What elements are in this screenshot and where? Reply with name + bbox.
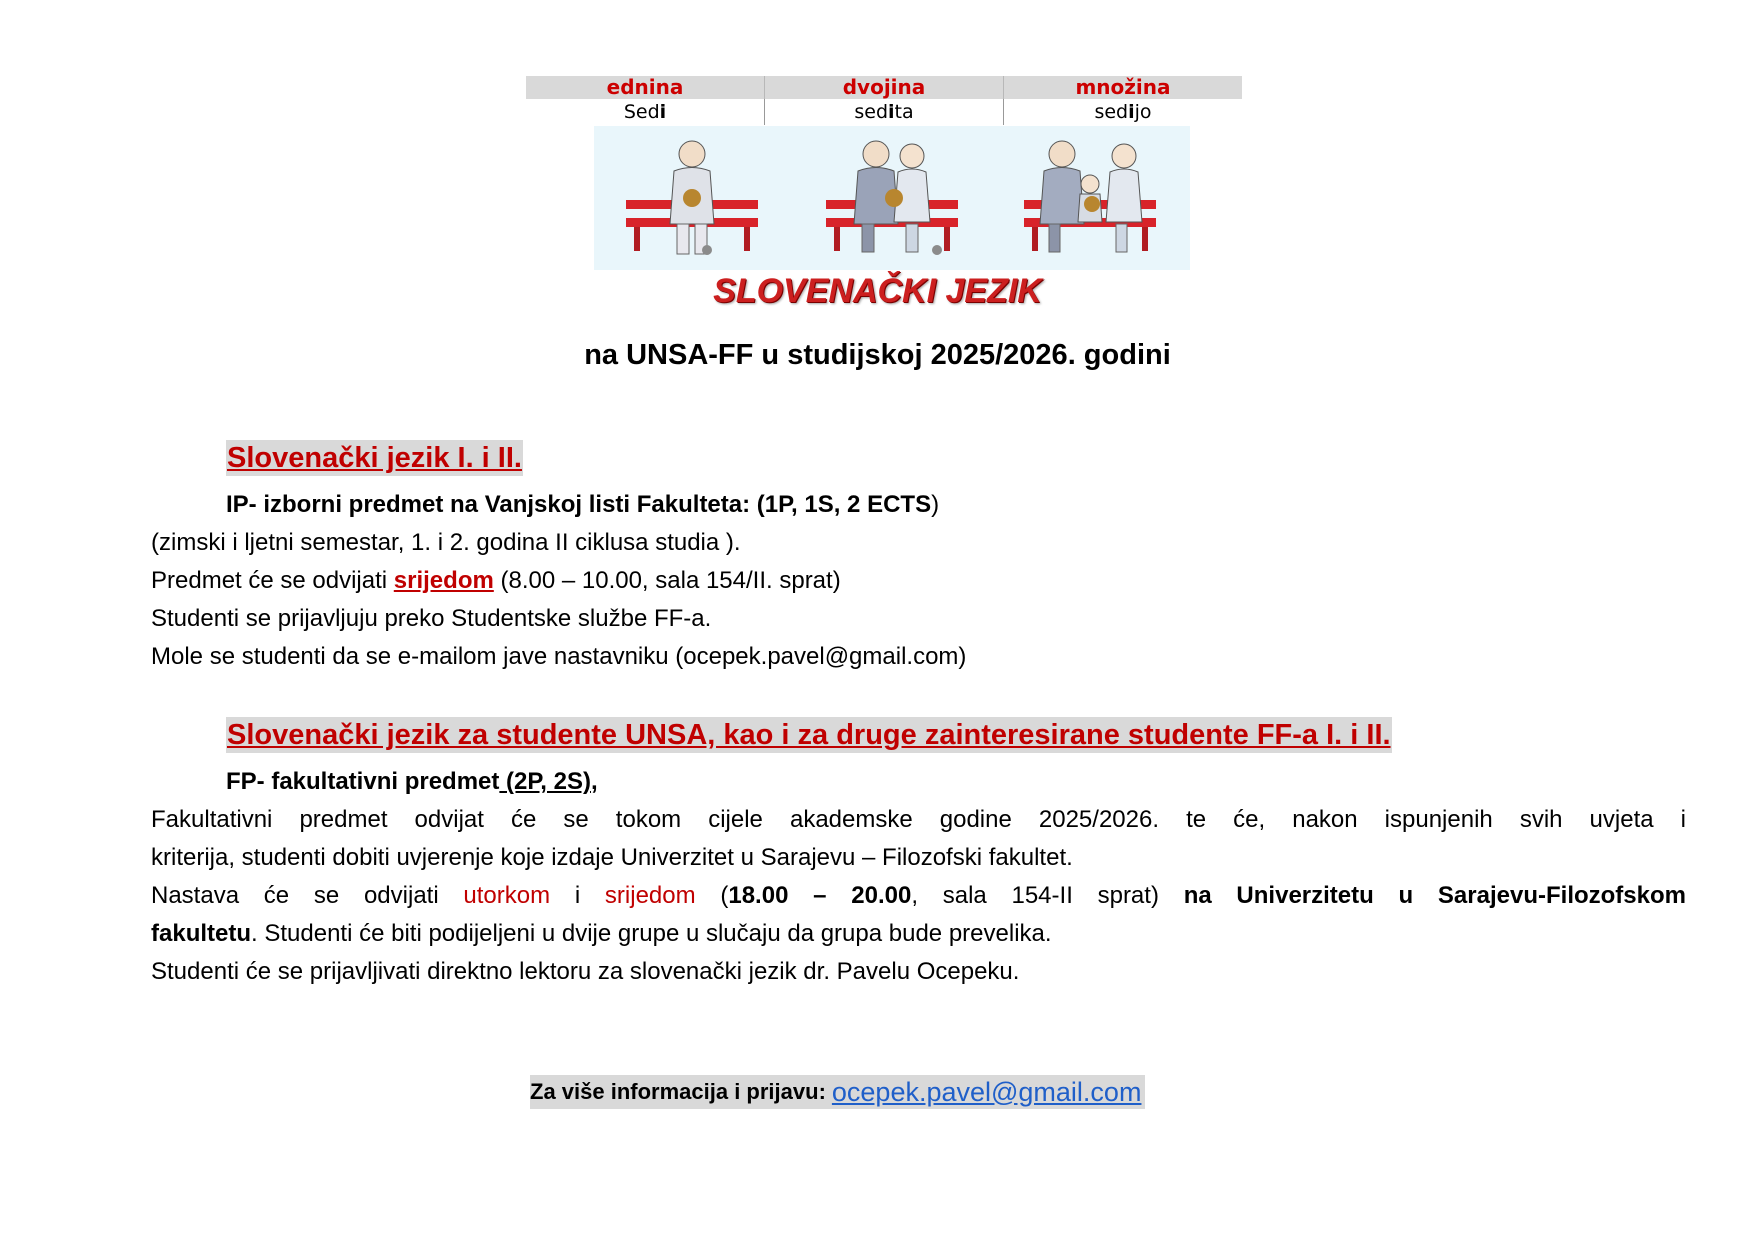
section1-semester: (zimski i ljetni semestar, 1. i 2. godina II ciklusa studia ).	[151, 529, 741, 556]
illustration-plural	[1024, 141, 1156, 252]
grammar-table	[526, 76, 1242, 125]
header-dual: dvojina	[765, 76, 1004, 99]
footer-label: Za više informacija i prijavu	[530, 1079, 819, 1104]
section1-day: srijedom	[393, 567, 494, 594]
illustration-singular	[626, 141, 758, 255]
header-singular: ednina	[526, 76, 765, 99]
section1-contact: Mole se studenti da se e-mailom jave nastavniku (ocepek.pavel@gmail.com)	[151, 643, 967, 670]
form-dual: sedita	[765, 99, 1004, 125]
grammar-table-header	[526, 76, 1242, 99]
section2-day1: utorkom	[463, 882, 551, 909]
section2-day2: srijedom	[604, 882, 696, 909]
section1-schedule: Predmet će se odvijati srijedom (8.00 – 10.00, sala 154/II. sprat)	[151, 567, 841, 594]
page-subtitle: na UNSA-FF u studijskoj 2025/2026. godini	[584, 339, 1171, 371]
bench-illustration	[594, 126, 1190, 270]
section2-para1-line1: Fakultativni predmet odvijat će se tokom cijele akademske godine 2025/2026. te će, nakon ispunjenih svih uvjeta i	[151, 806, 1686, 833]
section2-para1-line2: kriterija, studenti dobiti uvjerenje koje izdaje Univerzitet u Sarajevu – Filozofski fakultet.	[151, 844, 1073, 871]
section1-registration: Studenti se prijavljuju preko Studentske službe FF-a.	[151, 605, 712, 632]
section2-para3: Studenti će se prijavljivati direktno lektoru za slovenački jezik dr. Pavelu Ocepeku.	[151, 958, 1020, 985]
section2-para2-line2: fakultetu. Studenti će biti podijeljeni u dvije grupe u slučaju da grupa bude prevelika.	[151, 920, 1052, 947]
header-plural: množina	[1075, 75, 1171, 99]
section2-course-line: FP- fakultativni predmet (2P, 2S),	[226, 768, 598, 795]
grammar-table-forms	[526, 99, 1242, 125]
form-singular: Sedi	[526, 99, 765, 125]
form-plural: sedijo	[1094, 101, 1152, 123]
section1-heading-wrap	[226, 440, 523, 476]
section1-heading: Slovenački jezik I. i II.	[227, 442, 522, 474]
section1-course-line: IP- izborni predmet na Vanjskoj listi Fakulteta: (1P, 1S, 2 ECTS)	[226, 491, 940, 518]
page-title: SLOVENAČKI JEZIK	[713, 272, 1042, 310]
illustration-dual	[826, 141, 958, 255]
section2-heading: Slovenački jezik za studente UNSA, kao i za druge zainteresirane studente FF-a I. i II.	[227, 719, 1391, 751]
footer-info: Za više informacija i prijavu : ocepek.pavel@gmail.com	[530, 1075, 1145, 1109]
footer-email-link[interactable]: ocepek.pavel@gmail.com	[831, 1076, 1142, 1107]
section2-heading-wrap	[226, 717, 1392, 753]
section2-para2-line1: Nastava će se odvijati utorkom i srijedom (18.00 – 20.00, sala 154-II sprat) na Univerzitetu u Sarajevu-Filozofskom	[151, 882, 1686, 909]
